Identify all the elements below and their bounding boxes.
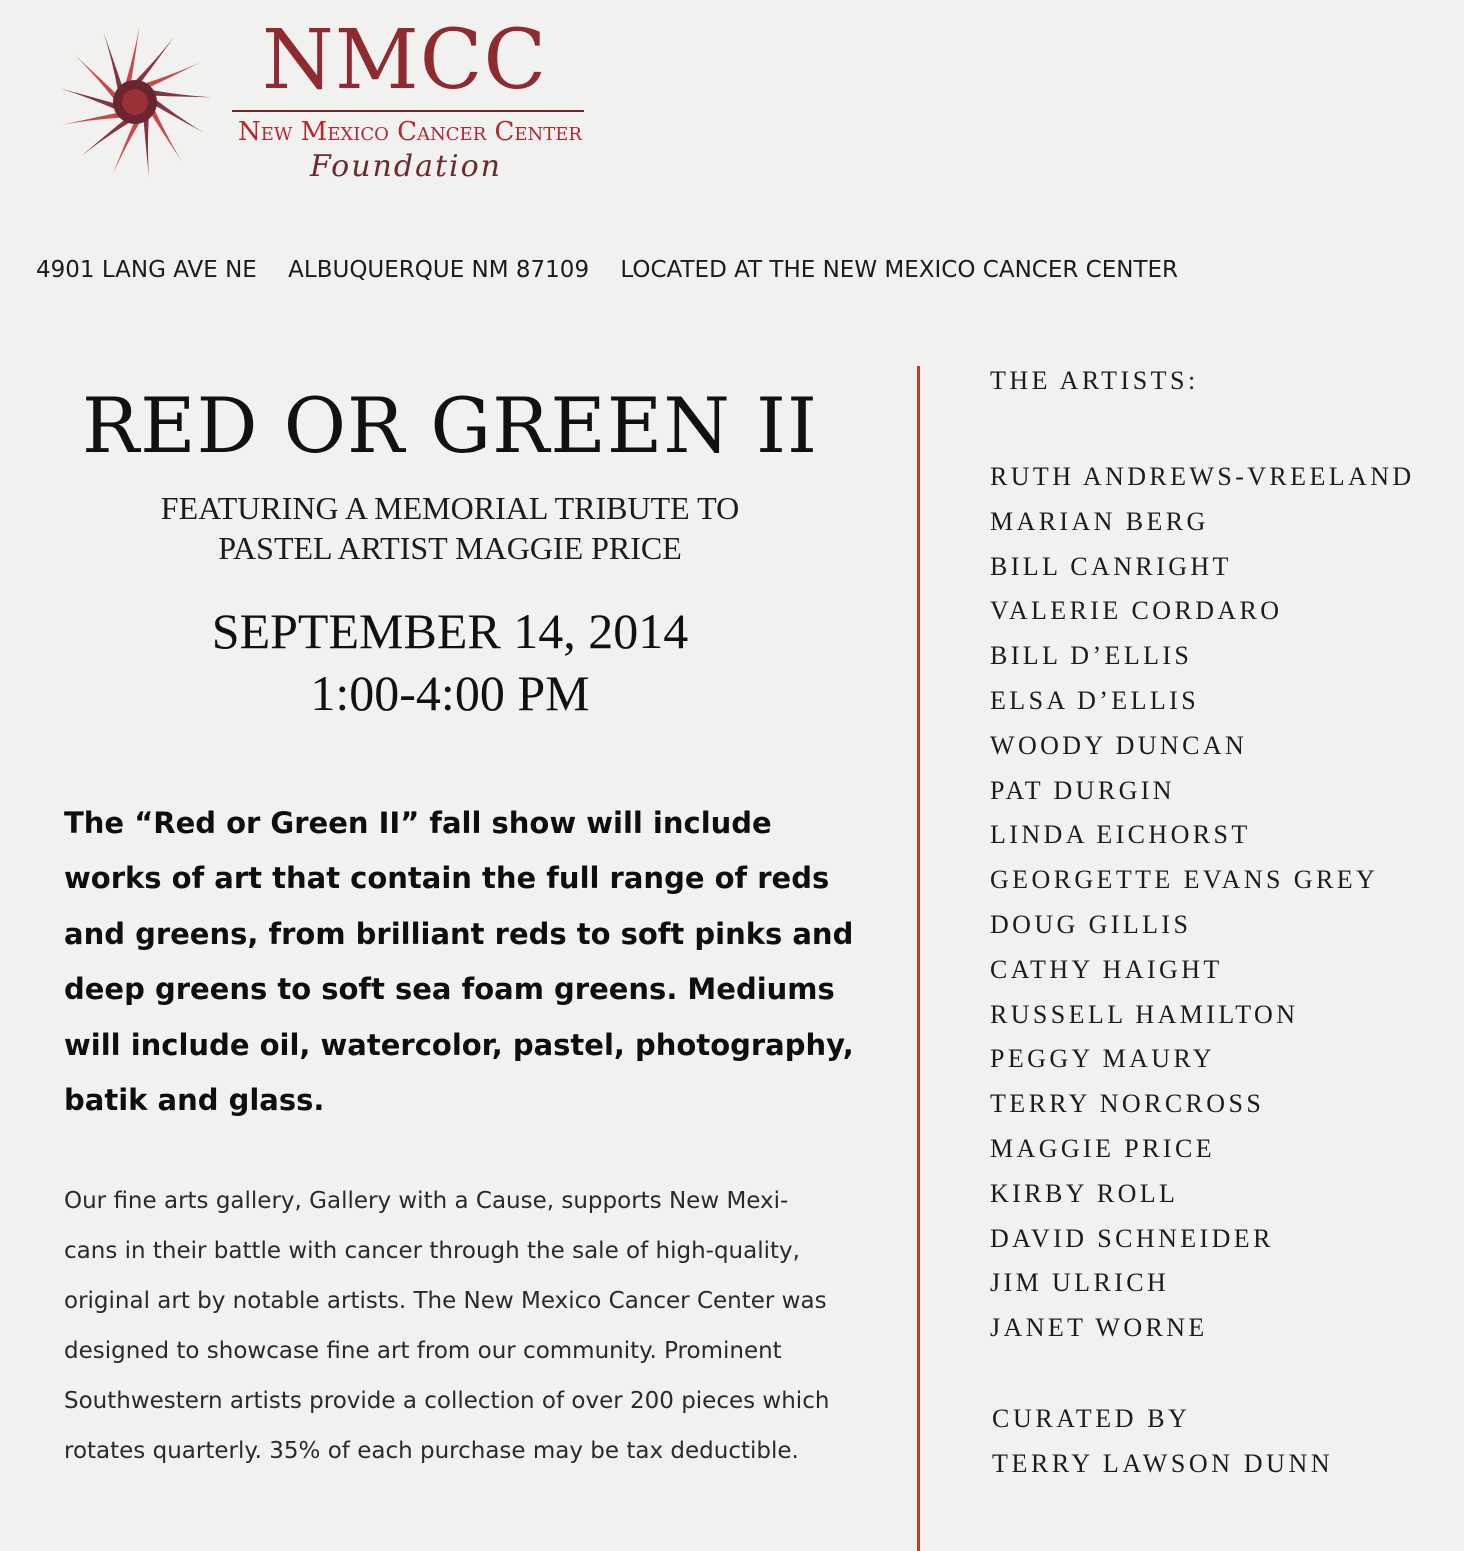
body-line: Southwestern artists provide a collection of over 200 pieces which — [64, 1388, 830, 1414]
artist-name: DAVID SCHNEIDER — [990, 1223, 1274, 1253]
event-time: 1:00-4:00 PM — [310, 665, 590, 721]
column-divider — [917, 366, 920, 1551]
artist-name: CATHY HAIGHT — [990, 954, 1223, 984]
address-city: ALBUQUERQUE NM 87109 — [288, 257, 590, 283]
logo-subtitle: New Mexico Cancer Center — [238, 117, 582, 147]
event-title: RED OR GREEN II — [81, 381, 819, 470]
address-location: LOCATED AT THE NEW MEXICO CANCER CENTER — [620, 257, 1179, 283]
artist-name: DOUG GILLIS — [990, 909, 1192, 939]
lead-line: batik and glass. — [64, 1083, 325, 1118]
lead-line: and greens, from brilliant reds to soft pinks and — [64, 916, 854, 951]
logo-foundation: Foundation — [309, 149, 502, 184]
logo-name: NMCC — [262, 13, 548, 108]
event-subtitle-line: PASTEL ARTIST MAGGIE PRICE — [218, 530, 682, 566]
artist-name: MARIAN BERG — [990, 506, 1209, 536]
artists-heading: THE ARTISTS: — [990, 366, 1199, 395]
curator-name: TERRY LAWSON DUNN — [992, 1449, 1334, 1478]
event-subtitle-line: FEATURING A MEMORIAL TRIBUTE TO — [160, 490, 740, 526]
body-line: cans in their battle with cancer through the sale of high-quality, — [64, 1238, 800, 1264]
sunburst-logo-icon — [55, 22, 215, 182]
body-paragraph — [64, 1176, 854, 1476]
artist-name: BILL CANRIGHT — [990, 551, 1232, 581]
body-line: rotates quarterly. 35% of each purchase may be tax deductible. — [64, 1438, 799, 1464]
lead-line: works of art that contain the full range of reds — [64, 861, 830, 896]
body-line: original art by notable artists. The New Mexico Cancer Center was — [64, 1288, 827, 1314]
body-line: designed to showcase fine art from our community. Prominent — [64, 1338, 782, 1364]
body-line: Our fine arts gallery, Gallery with a Cause, supports New Mexi- — [64, 1188, 789, 1214]
lead-line: The “Red or Green II” fall show will include — [64, 806, 772, 840]
artist-name: RUSSELL HAMILTON — [990, 999, 1299, 1029]
artist-name: GEORGETTE EVANS GREY — [990, 865, 1379, 895]
curated-label: CURATED BY — [992, 1404, 1191, 1433]
artist-name: TERRY NORCROSS — [990, 1089, 1265, 1119]
curator-credit — [992, 1396, 1333, 1486]
artist-list — [990, 455, 1415, 1351]
artist-name: VALERIE CORDARO — [990, 596, 1283, 626]
lead-line: deep greens to soft sea foam greens. Mediums — [64, 972, 835, 1007]
lead-paragraph — [64, 796, 854, 1128]
artist-name: JIM ULRICH — [990, 1268, 1170, 1298]
artist-name: PEGGY MAURY — [990, 1044, 1215, 1074]
artist-name: PAT DURGIN — [990, 775, 1175, 805]
event-date: SEPTEMBER 14, 2014 — [211, 603, 689, 659]
logo-divider — [232, 110, 584, 112]
event-subtitle — [0, 488, 900, 568]
artist-name: RUTH ANDREWS-VREELAND — [990, 462, 1415, 491]
address-line — [36, 257, 1202, 283]
artist-name: LINDA EICHORST — [990, 820, 1251, 850]
address-street: 4901 LANG AVE NE — [36, 257, 257, 283]
artist-name: JANET WORNE — [990, 1313, 1208, 1343]
artist-name: KIRBY ROLL — [990, 1178, 1179, 1208]
artist-name: MAGGIE PRICE — [990, 1133, 1215, 1163]
artist-name: BILL D’ELLIS — [990, 641, 1193, 671]
artist-name: ELSA D’ELLIS — [990, 685, 1200, 715]
artist-name: WOODY DUNCAN — [990, 730, 1248, 760]
lead-line: will include oil, watercolor, pastel, photography, — [64, 1027, 854, 1062]
event-datetime — [0, 600, 900, 724]
